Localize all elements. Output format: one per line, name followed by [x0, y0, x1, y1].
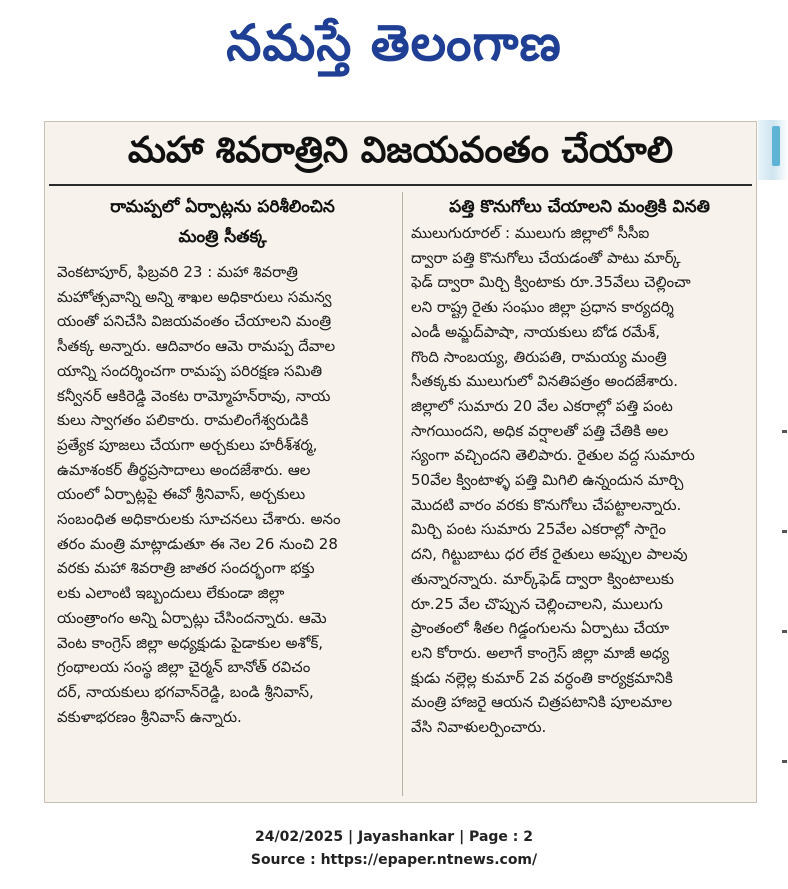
body-text-line: యంతో పనిచేసి విజయవంతం చేయాలని మంత్రి [57, 312, 332, 331]
body-text-line: లని కోరారు. అలాగే కాంగ్రెస్‌ జిల్లా మాజీ అధ్య [411, 643, 670, 662]
column-divider [402, 192, 403, 796]
left-column-body [57, 260, 395, 729]
body-text-line: వెంకటాపూర్‌, ఫిబ్రవరి 23 : మహా శివరాత్రి [57, 263, 298, 281]
right-column-body [411, 221, 747, 740]
article-headline: మహా శివరాత్రిని విజయవంతం చేయాలి [127, 130, 674, 171]
body-text-line: సాగయిందని, అధిక వర్షాలతో పత్తి చేతికి అల [411, 421, 669, 440]
headline-rule [49, 184, 752, 186]
body-text-line: యంత్రాంగం అన్ని ఏర్పాట్లు చేసిందన్నారు. ఆమె [57, 608, 327, 627]
body-text-line: దని, గిట్టుబాటు ధర లేక రైతులు అప్పుల పాలవు [411, 545, 688, 564]
body-text-line: జిల్లాలో సుమారు 20 వేల ఎకరాల్లో పత్తి పంట [411, 396, 673, 415]
left-subhead-line: మంత్రి సీతక్క [178, 227, 267, 247]
body-text-line: గ్రంథాలయ సంస్థ జిల్లా చైర్మన్‌ బానోత్‌ రవిచం [57, 658, 311, 677]
body-text-line: సంబంధిత అధికారులకు సూచనలు చేశారు. అనం [57, 510, 341, 529]
body-text-line: స్యంగా వచ్చిందని తెలిపారు. రైతుల వద్ద సుమారు [411, 446, 695, 465]
masthead-title: నమస్తే తెలంగాణ [226, 13, 562, 72]
body-text-line: వెంట కాంగ్రెస్‌ జిల్లా అధ్యక్షుడు పైడాకుల అశోక్‌, [57, 633, 324, 652]
news-clipping [44, 121, 757, 803]
body-text-line: ఫెడ్‌ ద్వారా మిర్చి క్వింటాకు రూ.35వేలు చెల్లించా [411, 273, 691, 292]
body-text-line: యంలో ఏర్పాట్లపై ఈవో శ్రీనివాస్‌, అర్చకులు [57, 485, 306, 504]
body-text-line: 50వేల క్వింటాళ్ళ పత్తి మిగిలి ఉన్నందున మార్చి [411, 471, 684, 490]
body-text-line: మహోత్సవాన్ని అన్ని శాఖల అధికారులు సమన్వ [57, 287, 332, 306]
body-text-line: ఉమాశంకర్‌ తీర్థప్రసాదాలు అందజేశారు. ఆల [57, 460, 311, 479]
body-text-line: తున్నారన్నారు. మార్క్‌ఫెడ్‌ ద్వారా క్వింటాలుకు [411, 569, 674, 588]
footer-source: Source : https://epaper.ntnews.com/ [250, 852, 538, 868]
right-subheadline [407, 192, 752, 222]
adjacent-clip-edge [758, 120, 788, 180]
body-text-line: సీతక్క అన్నారు. ఆదివారం ఆమె రామప్ప దేవాల [57, 337, 336, 356]
body-text-line: మంత్రి హాజరై ఆయన చిత్రపటానికి పూలమాల [411, 693, 673, 712]
body-text-line: వకుళాభరణం శ్రీనివాస్‌ ఉన్నారు. [57, 707, 242, 726]
body-text-line: వేసి నివాళులర్పించారు. [411, 718, 547, 737]
newspaper-masthead [0, 0, 788, 98]
body-text-line: సీతక్కకు ములుగులో వినతిపత్రం అందజేశారు. [411, 372, 678, 391]
body-text-line: ములుగురూరల్‌ : ములుగు జిల్లాలో సీసీఐ [411, 224, 650, 242]
body-text-line: ప్రత్యేక పూజలు చేయగా అర్చకులు హరీశ్‌శర్మ, [57, 435, 318, 454]
body-text-line: మిర్చి పంట సుమారు 25వేల ఎకరాల్లో సాగైం [411, 520, 666, 539]
body-text-line: దర్‌, నాయకులు భగవాన్‌రెడ్డి, బండి శ్రీనివాస్‌, [57, 682, 314, 701]
left-subhead-line: రామప్పలో ఏర్పాట్లను పరిశీలించిన [110, 197, 335, 217]
body-text-line: ద్వారా పత్తి కొనుగోలు చేయడంతో పాటు మార్క్‌ [411, 248, 681, 267]
body-text-line: లని రాష్ట్ర రైతు సంఘం జిల్లా ప్రధాన కార్యదర్శి [411, 298, 674, 317]
footer-date-edition: 24/02/2025 | Jayashankar | Page : 2 [255, 829, 533, 845]
body-text-line: లకు ఎలాంటి ఇబ్బందులు లేకుండా జిల్లా [57, 584, 285, 603]
body-text-line: కులు స్వాగతం పలికారు. రామలింగేశ్వరుడికి [57, 411, 309, 430]
body-text-line: గొంది సాంబయ్య, తిరుపతి, రామయ్య మంత్రి [411, 347, 667, 366]
body-text-line: ప్రాంతంలో శీతల గిడ్డంగులను ఏర్పాటు చేయా [411, 619, 670, 638]
left-subheadline [45, 192, 400, 252]
body-text-line: క్షుడు నల్లెల్ల కుమార్‌ 2వ వర్ధంతి కార్యక్రమానికి [411, 668, 673, 687]
body-text-line: వరకు మహా శివరాత్రి జాతర సందర్భంగా భక్తు [57, 559, 315, 578]
right-subhead-line: పత్తి కొనుగోలు చేయాలని మంత్రికి వినతి [449, 197, 710, 217]
body-text-line: మొదటి వారం వరకు కొనుగోలు చేపట్టాలన్నారు. [411, 495, 682, 514]
body-text-line: కన్వీనర్‌ ఆకిరెడ్డి వెంకట రామ్మోహన్‌రావు, నాయ [57, 386, 331, 405]
body-text-line: తరం మంత్రి మాట్లాడుతూ ఈ నెల 26 నుంచి 28 [57, 534, 338, 553]
body-text-line: యాన్ని సందర్శించగా రామప్ప పరిరక్షణ సమితి [57, 361, 323, 380]
body-text-line: ఎండీ అమ్జద్‌పాషా, నాయకులు బోడ రమేశ్‌, [411, 322, 661, 341]
body-text-line: రూ.25 వేల చొప్పున చెల్లించాలని, ములుగు [411, 594, 663, 613]
